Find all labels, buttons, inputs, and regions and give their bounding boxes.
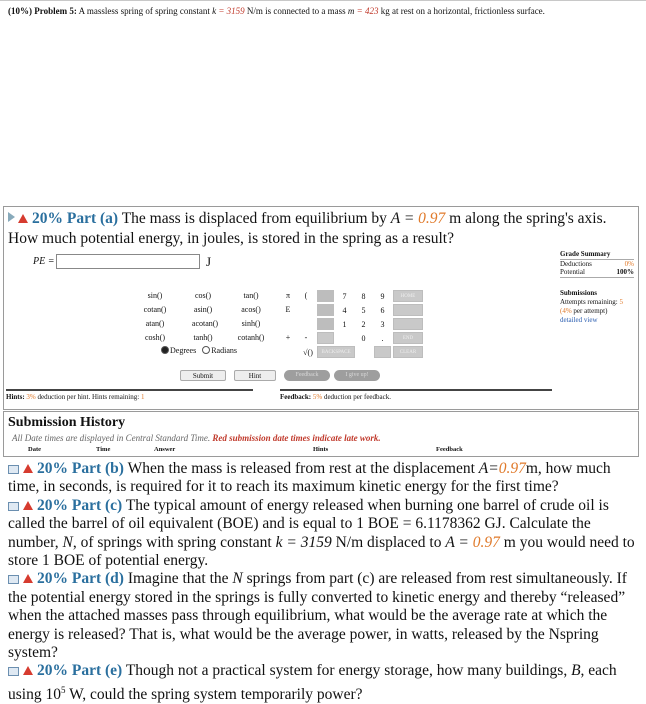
deductions-value: 0% [624, 260, 634, 268]
blank-key[interactable] [317, 318, 334, 330]
digit-3[interactable]: 3 [374, 318, 391, 330]
pe-label: PE = [33, 256, 55, 267]
tanh-button[interactable]: tanh() [193, 333, 213, 342]
feedback-button[interactable]: Feedback [284, 370, 330, 381]
e-button[interactable]: E [285, 305, 291, 314]
give-up-button[interactable]: I give up! [334, 370, 380, 381]
tan-button[interactable]: tan() [243, 291, 259, 300]
acotan-button[interactable]: acotan() [191, 319, 219, 328]
a-value: 0.97 [418, 210, 446, 227]
submission-history-note [12, 433, 381, 443]
feedback-pct: 5% [312, 393, 323, 401]
pi-button[interactable]: π [285, 291, 291, 300]
a-equation: A= [478, 460, 499, 477]
open-paren-button[interactable]: ( [304, 291, 308, 300]
problem-header: (10%) Problem 5: [8, 6, 77, 16]
submit-button[interactable]: Submit [180, 370, 226, 381]
hints-text: deduction per hint. Hints remaining: [37, 393, 140, 401]
col-hints: Hints [313, 446, 329, 453]
part-e-text: Though not a practical system for energy storage, how many buildings, [125, 662, 568, 680]
warning-icon [23, 501, 33, 510]
digit-1[interactable]: 1 [336, 318, 353, 330]
expand-icon[interactable] [8, 502, 19, 511]
b-symbol: B [571, 662, 581, 680]
blank-key[interactable] [374, 346, 391, 358]
power-base: 10 [45, 686, 61, 704]
a-value: 0.97 [472, 533, 500, 551]
m-symbol: m [347, 6, 355, 16]
k-equation: k = 3159 [275, 533, 332, 551]
hints-bar [6, 389, 253, 401]
problem-text: A massless spring of spring constant [78, 6, 210, 16]
digit-5[interactable]: 5 [355, 304, 372, 316]
submissions-title: Submissions [560, 289, 597, 297]
home-key[interactable]: HOME [393, 290, 423, 302]
minus-button[interactable]: - [304, 333, 308, 342]
radians-label: Radians [211, 346, 237, 355]
part-a-percent: 20% Part (a) [32, 210, 119, 227]
degrees-label: Degrees [170, 346, 197, 355]
potential-label: Potential [560, 268, 585, 276]
hints-label: Hints: [6, 393, 25, 401]
part-b-question[interactable] [8, 460, 636, 497]
attempts-value: 5 [619, 298, 623, 306]
hints-remaining: 1 [140, 393, 145, 401]
backspace-key[interactable]: BACKSPACE [317, 346, 355, 358]
potential-value: 100% [616, 268, 634, 276]
sqrt-button[interactable]: √() [303, 348, 313, 357]
remaining-parts [8, 460, 636, 704]
digit-2[interactable]: 2 [355, 318, 372, 330]
part-b-percent: 20% Part (b) [37, 460, 124, 477]
sin-button[interactable]: sin() [147, 291, 163, 300]
hint-button[interactable]: Hint [234, 370, 276, 381]
feedback-label: Feedback: [280, 393, 312, 401]
angle-mode [161, 346, 237, 355]
part-d-question[interactable] [8, 570, 636, 662]
a-equation: A = [445, 533, 473, 551]
expand-icon[interactable] [8, 667, 19, 676]
cosh-button[interactable]: cosh() [145, 333, 165, 342]
m-value: = 423 [356, 6, 379, 16]
part-c-percent: 20% Part (c) [37, 496, 123, 514]
deductions-label: Deductions [560, 260, 592, 268]
expand-icon[interactable] [8, 465, 19, 474]
top-divider [0, 0, 646, 1]
k-symbol: k [212, 6, 217, 16]
digit-4[interactable]: 4 [336, 304, 353, 316]
degrees-radio[interactable] [161, 346, 169, 354]
feedback-bar [280, 389, 552, 401]
cos-button[interactable]: cos() [195, 291, 211, 300]
feedback-text: deduction per feedback. [323, 393, 392, 401]
expand-icon[interactable] [8, 575, 19, 584]
part-a-text-2: m along the spring's axis. How much potential energy, in joules, is stored in the spring as a result? [8, 210, 607, 247]
dot-key[interactable]: . [374, 332, 391, 344]
calculator [133, 289, 433, 359]
n-symbol: N [232, 570, 243, 588]
power-exponent: 5 [60, 684, 66, 695]
acos-button[interactable]: acos() [241, 305, 261, 314]
atan-button[interactable]: atan() [145, 319, 165, 328]
end-key[interactable]: END [393, 332, 423, 344]
attempts-label: Attempts remaining: [560, 298, 618, 306]
cotanh-button[interactable]: cotanh() [237, 333, 265, 342]
arrow-key[interactable] [393, 304, 423, 316]
warning-icon [23, 464, 33, 473]
warning-icon [23, 574, 33, 583]
k-unit: N/m is connected to a mass [246, 6, 346, 16]
part-e-text-2: , each using [8, 662, 617, 704]
warning-icon [23, 666, 33, 675]
cotan-button[interactable]: cotan() [143, 305, 167, 314]
part-c-text-3: N/m displaced to [335, 533, 442, 551]
history-note-red: Red submission date times indicate late work. [212, 433, 381, 443]
radians-radio[interactable] [202, 346, 210, 354]
part-a-text: The mass is displaced from equilibrium by [121, 210, 387, 227]
plus-button[interactable]: + [285, 333, 291, 342]
m-unit: kg at rest on a horizontal, frictionless surface. [380, 6, 545, 16]
problem-statement [8, 6, 545, 16]
blank-key[interactable] [317, 332, 334, 344]
submissions-panel [560, 289, 636, 325]
part-c-text-4: m you would need to store 1 BOE of potential energy. [8, 533, 635, 570]
part-d-text-2: springs from part (c) are released from rest simultaneously. If the potential energy stored in the springs is fully converted to kinetic energy and thereby “released” when the attached masses pass through equilibrium, what would be the average rate at which the energy is released? That is, what would be the average power, in watts, released by the Nspring system? [8, 570, 627, 662]
history-note-text: All Date times are displayed in Central Standard Time. [12, 433, 211, 443]
part-a-question [8, 209, 636, 249]
warning-icon [18, 214, 28, 223]
part-c-text: The typical amount of energy released when burning one barrel of crude oil is called the barrel of oil equivalent (BOE) and is equal to 1 BOE = 6.1178362 GJ. Calculate the number, [8, 496, 609, 551]
digit-8[interactable]: 8 [355, 290, 372, 302]
digit-7[interactable]: 7 [336, 290, 353, 302]
grade-summary [560, 250, 634, 278]
col-feedback: Feedback [436, 446, 463, 453]
n-symbol: N [62, 533, 73, 551]
digit-0[interactable]: 0 [355, 332, 372, 344]
per-attempt-pct: (4% [560, 307, 572, 315]
submission-history-title: Submission History [8, 415, 126, 430]
a-equation: A = [390, 210, 419, 227]
clear-key[interactable]: CLEAR [393, 346, 423, 358]
col-time: Time [96, 446, 111, 453]
a-value: 0.97 [498, 460, 526, 477]
col-answer: Answer [154, 446, 176, 453]
part-e-text-3: W, could the spring system temporarily power? [69, 686, 363, 704]
digit-6[interactable]: 6 [374, 304, 391, 316]
part-c-text-2: , of springs with spring constant [72, 533, 272, 551]
grade-summary-title: Grade Summary [560, 250, 611, 258]
sinh-button[interactable]: sinh() [241, 319, 261, 328]
asin-button[interactable]: asin() [193, 305, 213, 314]
collapse-arrow-icon[interactable] [8, 212, 15, 222]
arrow-key[interactable] [393, 318, 423, 330]
hints-pct: 3% [26, 393, 36, 401]
blank-key[interactable] [317, 304, 334, 316]
digit-9[interactable]: 9 [374, 290, 391, 302]
part-d-percent: 20% Part (d) [37, 570, 124, 588]
part-b-text-2: m, how much time, in seconds, is required for it to reach its maximum kinetic energy for the first time? [8, 460, 611, 496]
part-b-text: When the mass is released from rest at the displacement [127, 460, 475, 477]
k-value: = 3159 [218, 6, 245, 16]
pe-unit: J [206, 254, 212, 269]
pe-answer-input[interactable] [56, 254, 200, 269]
detailed-view-link[interactable]: detailed view [560, 316, 598, 324]
part-c-question[interactable] [8, 497, 636, 571]
part-e-percent: 20% Part (e) [37, 662, 123, 680]
col-date: Date [28, 446, 41, 453]
part-d-text: Imagine that the [127, 570, 229, 588]
close-paren-key[interactable] [317, 290, 334, 302]
part-e-question[interactable] [8, 662, 636, 704]
per-attempt-label: per attempt) [573, 307, 608, 315]
